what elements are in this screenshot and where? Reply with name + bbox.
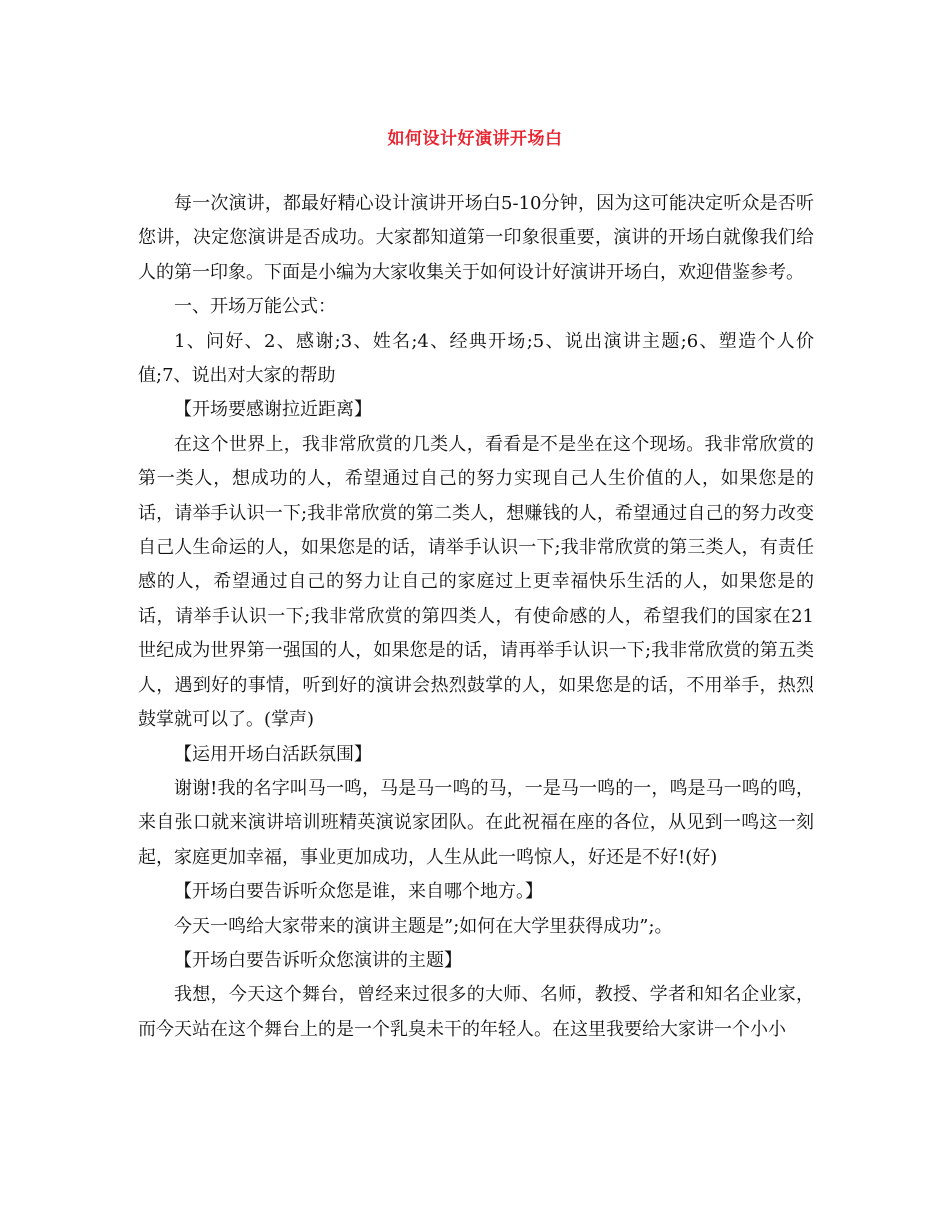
paragraph-stage: 我想，今天这个舞台，曾经来过很多的大师、名师，教授、学者和知名企业家，而今天站在这个舞台上的是一个乳臭未干的年轻人。在这里我要给大家讲一个小小 — [138, 984, 814, 1040]
paragraph-subheading-who: 【开场白要告诉听众您是谁，来自哪个地方。】 — [174, 881, 543, 903]
paragraph-subheading-thanks: 【开场要感谢拉近距离】 — [174, 399, 372, 421]
paragraph-section-heading: 一、开场万能公式： — [174, 296, 336, 318]
paragraph-subheading-atmosphere: 【运用开场白活跃氛围】 — [174, 743, 372, 765]
paragraph-intro: 每一次演讲，都最好精心设计演讲开场白5-10分钟，因为这可能决定听众是否听您讲，决定您演讲是否成功。大家都知道第一印象很重要，演讲的开场白就像我们给人的第一印象。下面是小编为大家收集关于如何设计好演讲开场白，欢迎借鉴参考。 — [138, 193, 814, 283]
document-body — [138, 187, 814, 1047]
document-title: 如何设计好演讲开场白 — [387, 129, 563, 149]
paragraph-subheading-topic: 【开场白要告诉听众您演讲的主题】 — [174, 949, 462, 971]
paragraph-self-intro: 谢谢!我的名字叫马一鸣，马是马一鸣的马，一是马一鸣的一，鸣是马一鸣的鸣，来自张口就来演讲培训班精英演说家团队。在此祝福在座的各位，从见到一鸣这一刻起，家庭更加幸福，事业更加成功，人生从此一鸣惊人，好还是不好!(好) — [138, 777, 814, 868]
paragraph-topic: 今天一鸣给大家带来的演讲主题是”;如何在大学里获得成功”;。 — [174, 915, 673, 937]
paragraph-five-types: 在这个世界上，我非常欣赏的几类人，看看是不是坐在这个现场。我非常欣赏的第一类人，想成功的人，希望通过自己的努力实现自己人生价值的人，如果您是的话，请举手认识一下;我非常欣赏的第二类人，想赚钱的人，希望通过自己的努力改变自己人生命运的人，如果您是的话，请举手认识一下;我非常欣赏的第三类人，有责任感的人，希望通过自己的努力让自己的家庭过上更幸福快乐生活的人，如果您是的话，请举手认识一下;我非常欣赏的第四类人，有使命感的人，希望我们的国家在21世纪成为世界第一强国的人，如果您是的话，请再举手认识一下;我非常欣赏的第五类人，遇到好的事情，听到好的演讲会热烈鼓掌的人，如果您是的话，不用举手，热烈鼓掌就可以了。(掌声) — [138, 433, 814, 731]
paragraph-formula: 1、问好、2、感谢;3、姓名;4、经典开场;5、说出演讲主题;6、塑造个人价值;7、说出对大家的帮助 — [138, 330, 814, 387]
